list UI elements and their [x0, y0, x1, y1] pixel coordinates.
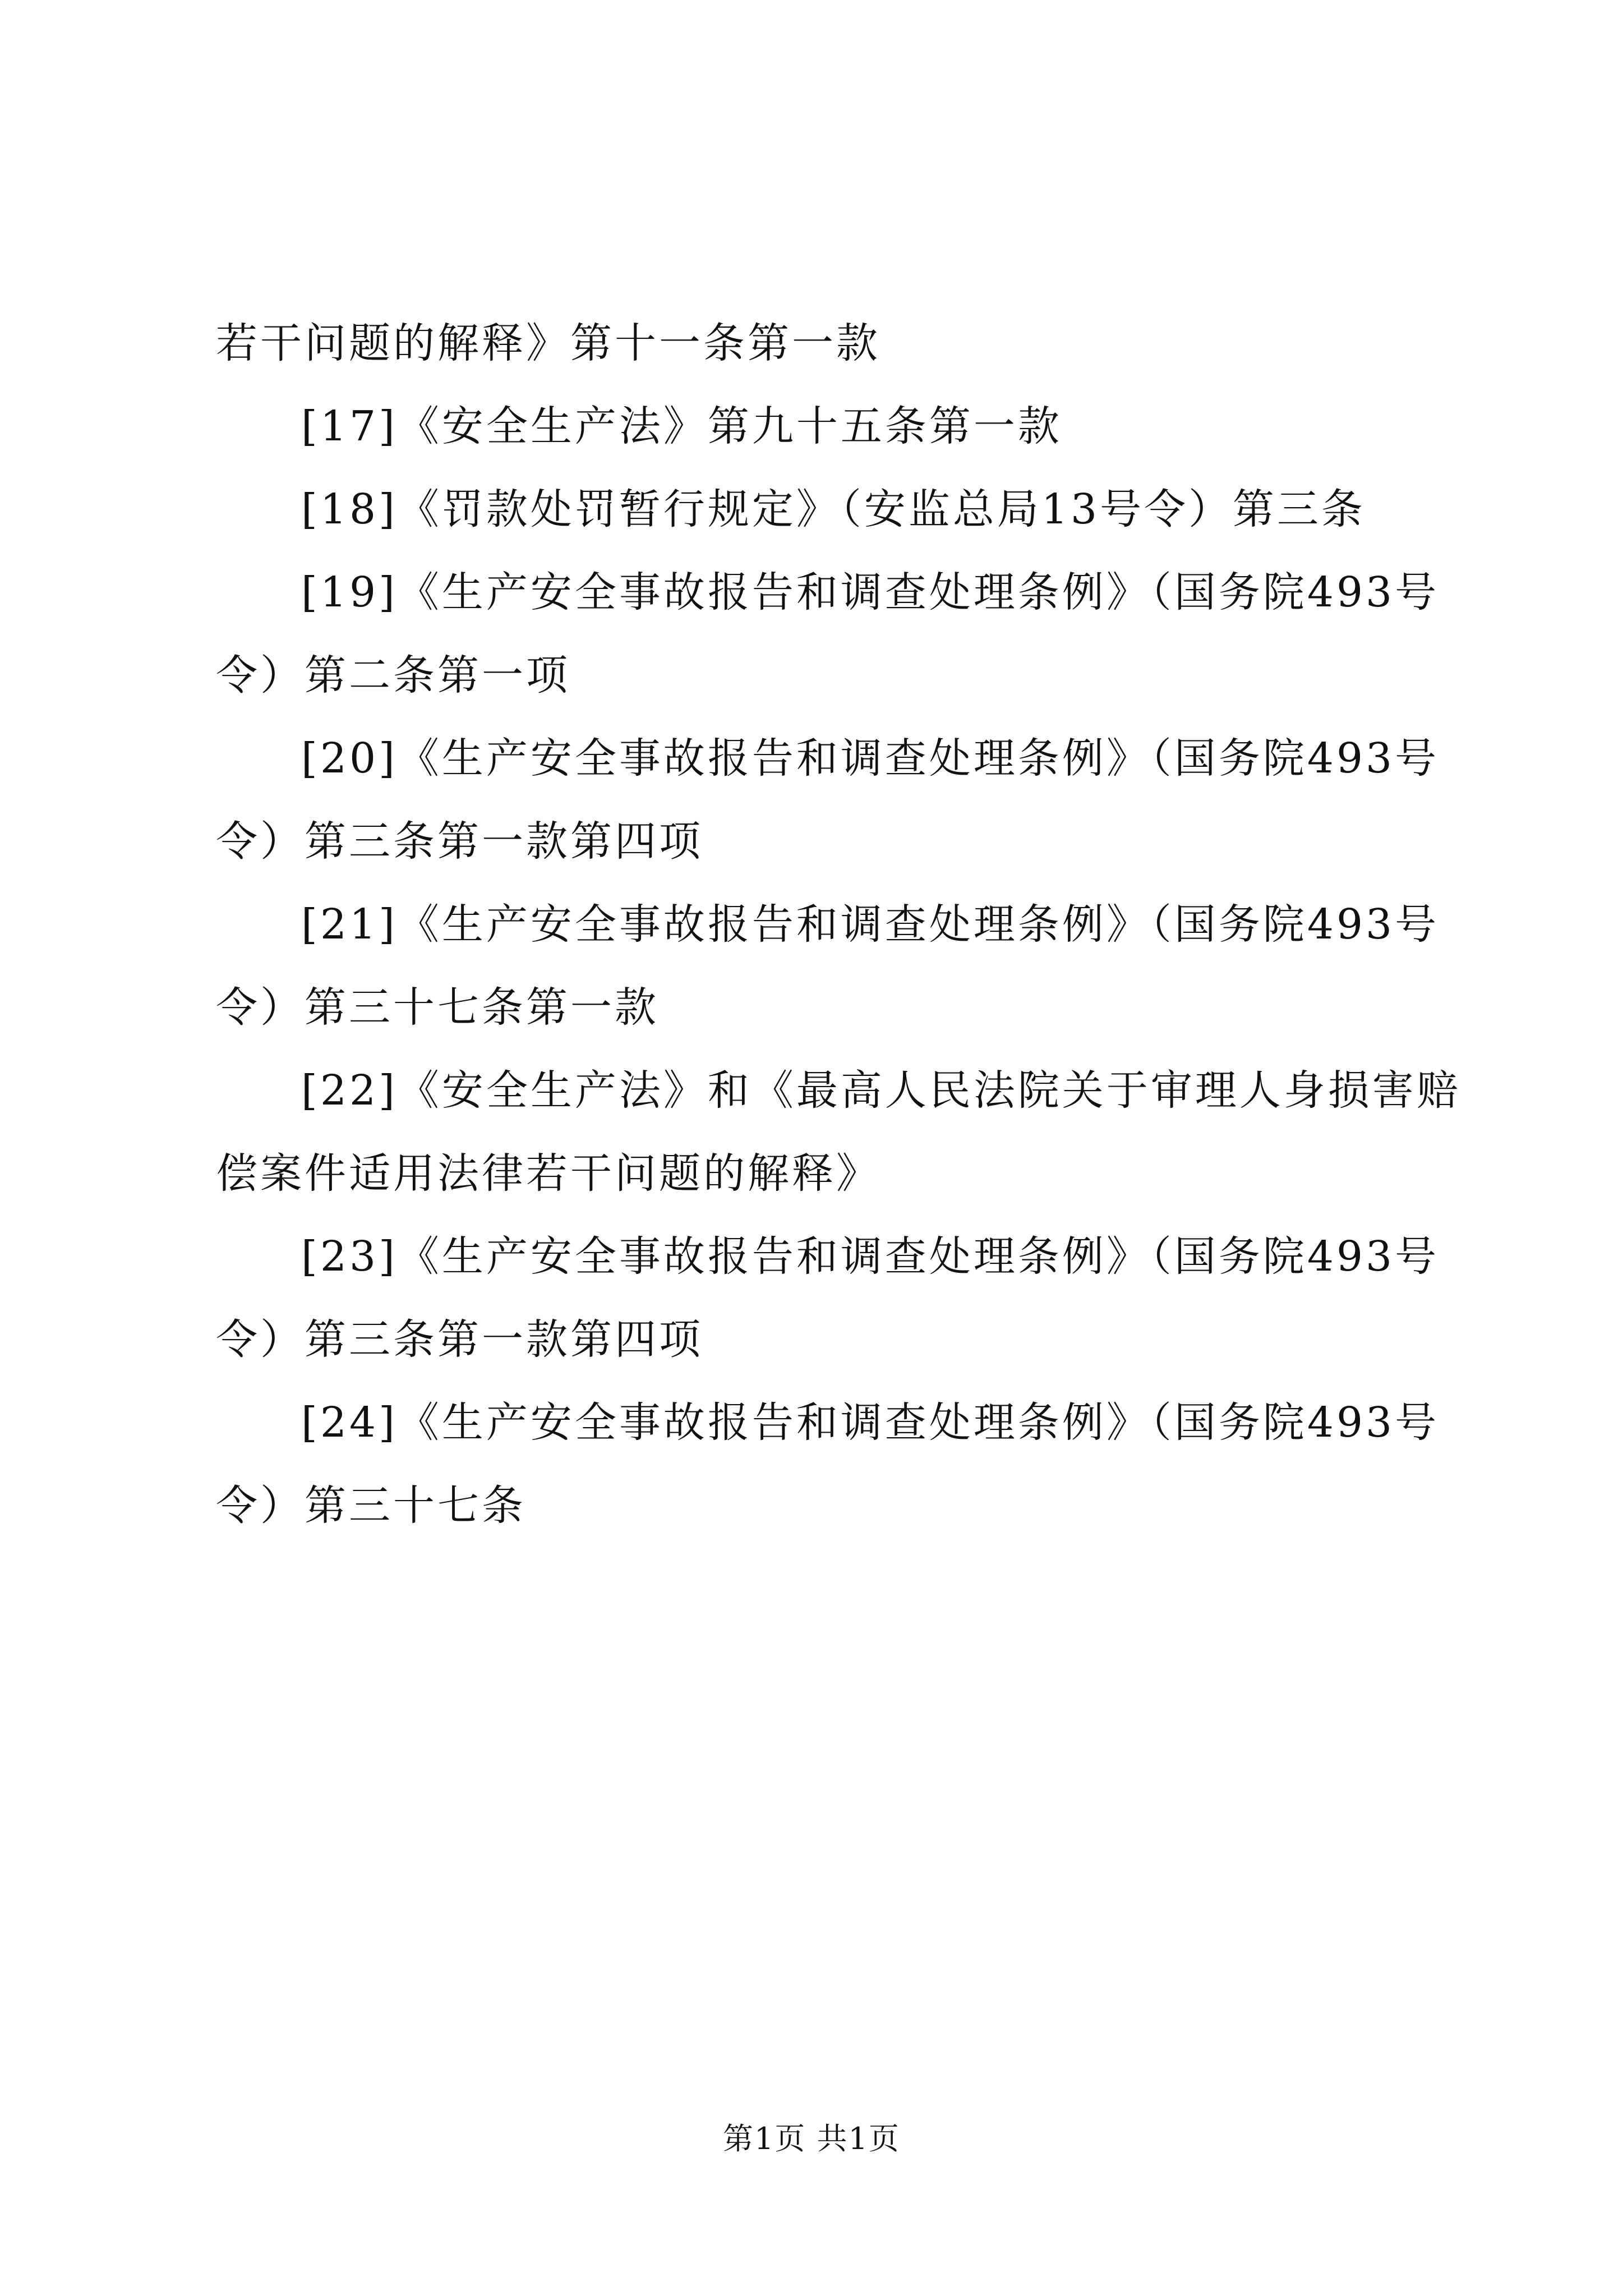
page-footer: 第1页 共1页	[723, 2121, 900, 2156]
document-body	[216, 302, 1461, 1547]
footnote-17: [17]《安全生产法》第九十五条第一款	[301, 402, 1062, 450]
footnote-19: [19]《生产安全事故报告和调查处理条例》（国务院493号	[301, 568, 1440, 616]
text-line: 令）第三条第一款第四项	[216, 817, 703, 866]
text-line: 令）第三条第一款第四项	[216, 1315, 703, 1364]
footnote-22: [22]《安全生产法》和《最高人民法院关于审理人身损害赔	[301, 1066, 1461, 1115]
footnote-18: [18]《罚款处罚暂行规定》（安监总局13号令）第三条	[301, 485, 1366, 533]
text-line: 令）第三十七条第一款	[216, 983, 659, 1032]
text-line: 偿案件适用法律若干问题的解释》	[216, 1149, 880, 1198]
text-line: 若干问题的解释》第十一条第一款	[216, 319, 880, 367]
footnote-21: [21]《生产安全事故报告和调查处理条例》（国务院493号	[301, 900, 1440, 949]
footnote-24: [24]《生产安全事故报告和调查处理条例》（国务院493号	[301, 1398, 1440, 1447]
text-line: 令）第三十七条	[216, 1481, 526, 1530]
text-line: 令）第二条第一项	[216, 651, 570, 700]
footnote-20: [20]《生产安全事故报告和调查处理条例》（国务院493号	[301, 734, 1440, 783]
footnote-23: [23]《生产安全事故报告和调查处理条例》（国务院493号	[301, 1232, 1440, 1281]
